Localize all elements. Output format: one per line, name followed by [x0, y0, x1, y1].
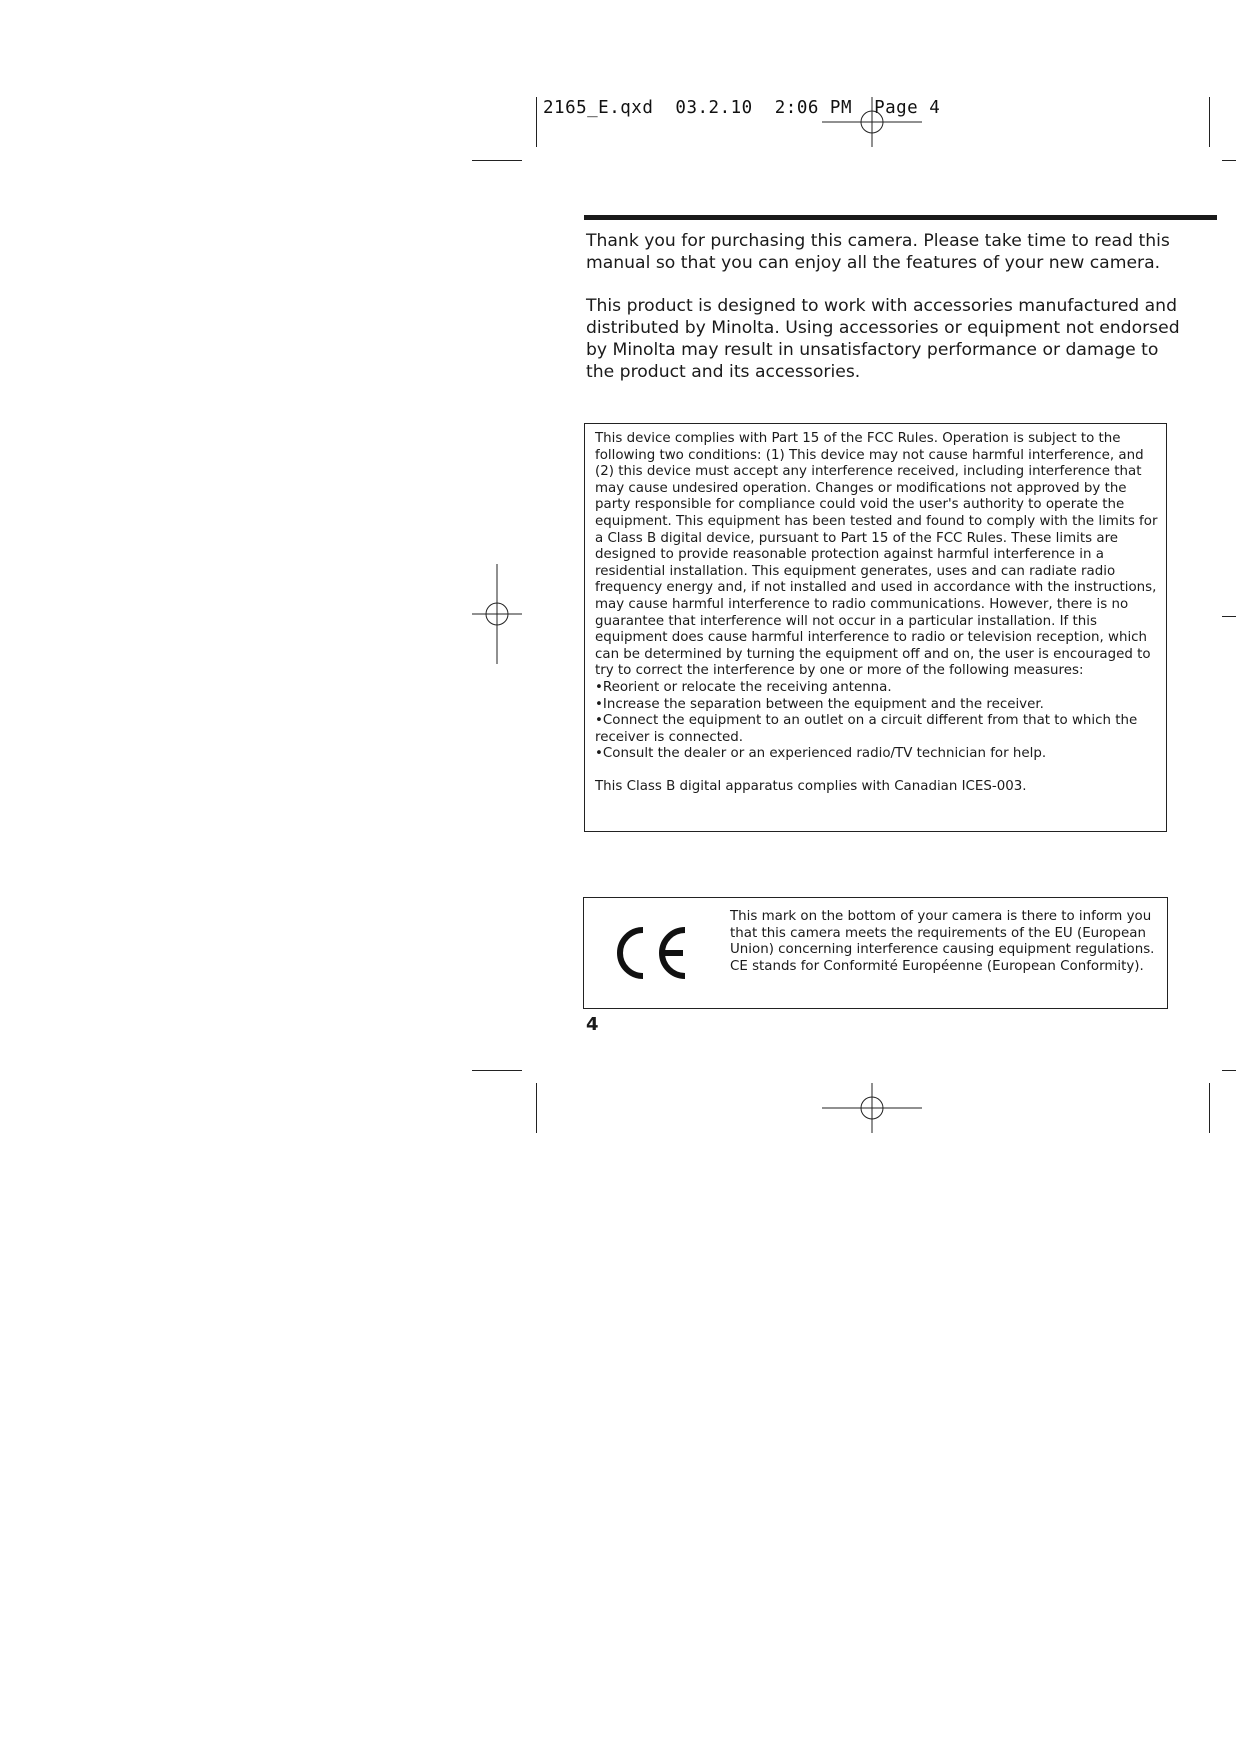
crop-mark — [1222, 616, 1236, 617]
ce-notice-box — [583, 897, 1168, 1009]
fcc-measure-item: •Consult the dealer or an experienced radio/TV technician for help. — [595, 746, 1047, 762]
registration-mark-icon — [822, 1083, 922, 1133]
crop-mark — [536, 1083, 537, 1133]
fcc-notice-box — [584, 423, 1167, 832]
crop-mark — [1209, 1083, 1210, 1133]
ce-notice-text: This mark on the bottom of your camera is there to inform you that this camera meets the requirements of the EU (European Union) concerning interference causing equipment regulations. CE stands for Conformité Européenne (European Conformity). — [730, 909, 1155, 974]
crop-mark — [536, 97, 537, 147]
fcc-measure-item: •Connect the equipment to an outlet on a circuit different from that to which the receiver is connected. — [595, 713, 1138, 745]
registration-mark-icon — [472, 564, 522, 664]
print-slug-line: 2165_E.qxd 03.2.10 2:06 PM Page 4 — [543, 98, 941, 118]
crop-mark — [1222, 160, 1236, 161]
crop-mark — [1222, 1070, 1236, 1071]
header-rule — [584, 215, 1217, 220]
ce-mark-icon — [609, 924, 689, 982]
fcc-measure-item: •Reorient or relocate the receiving antenna. — [595, 679, 892, 695]
crop-mark — [1209, 97, 1210, 147]
page-number: 4 — [586, 1014, 599, 1035]
fcc-notice-body: This device complies with Part 15 of the FCC Rules. Operation is subject to the following two conditions: (1) This device may not cause harmful interference, and (2) this device must accept any interference received, including interference that may cause undesired operation. Changes or modifications not approved by the party responsible for compliance could void the user's authority to operate the equipment. This equipment has been tested and found to comply with the limits for a Class B digital device, pursuant to Part 15 of the FCC Rules. These limits are designed to provide reasonable protection against harmful interference in a residential installation. This equipment generates, uses and can radiate radio frequency energy and, if not installed and used in accordance with the instructions, may cause harmful interference to radio communications. However, there is no guarantee that interference will not occur in a particular installation. If this equipment does cause harmful interference to radio or television reception, which can be determined by turning the equipment off and on, the user is encouraged to try to correct the interference by one or more of the following measures: — [595, 431, 1158, 679]
registration-mark-icon — [822, 97, 922, 147]
crop-mark — [472, 160, 522, 161]
crop-mark — [472, 1070, 522, 1071]
canadian-ices-notice: This Class B digital apparatus complies with Canadian ICES-003. — [595, 778, 1027, 794]
fcc-measure-item: •Increase the separation between the equipment and the receiver. — [595, 696, 1044, 712]
accessories-paragraph: This product is designed to work with accessories manufactured and distributed by Minolta. Using accessories or equipment not endorsed by Minolta may result in unsatisfactory performance or damage to the product and its accessories. — [586, 296, 1180, 382]
intro-paragraph: Thank you for purchasing this camera. Please take time to read this manual so that you can enjoy all the features of your new camera. — [586, 231, 1170, 273]
